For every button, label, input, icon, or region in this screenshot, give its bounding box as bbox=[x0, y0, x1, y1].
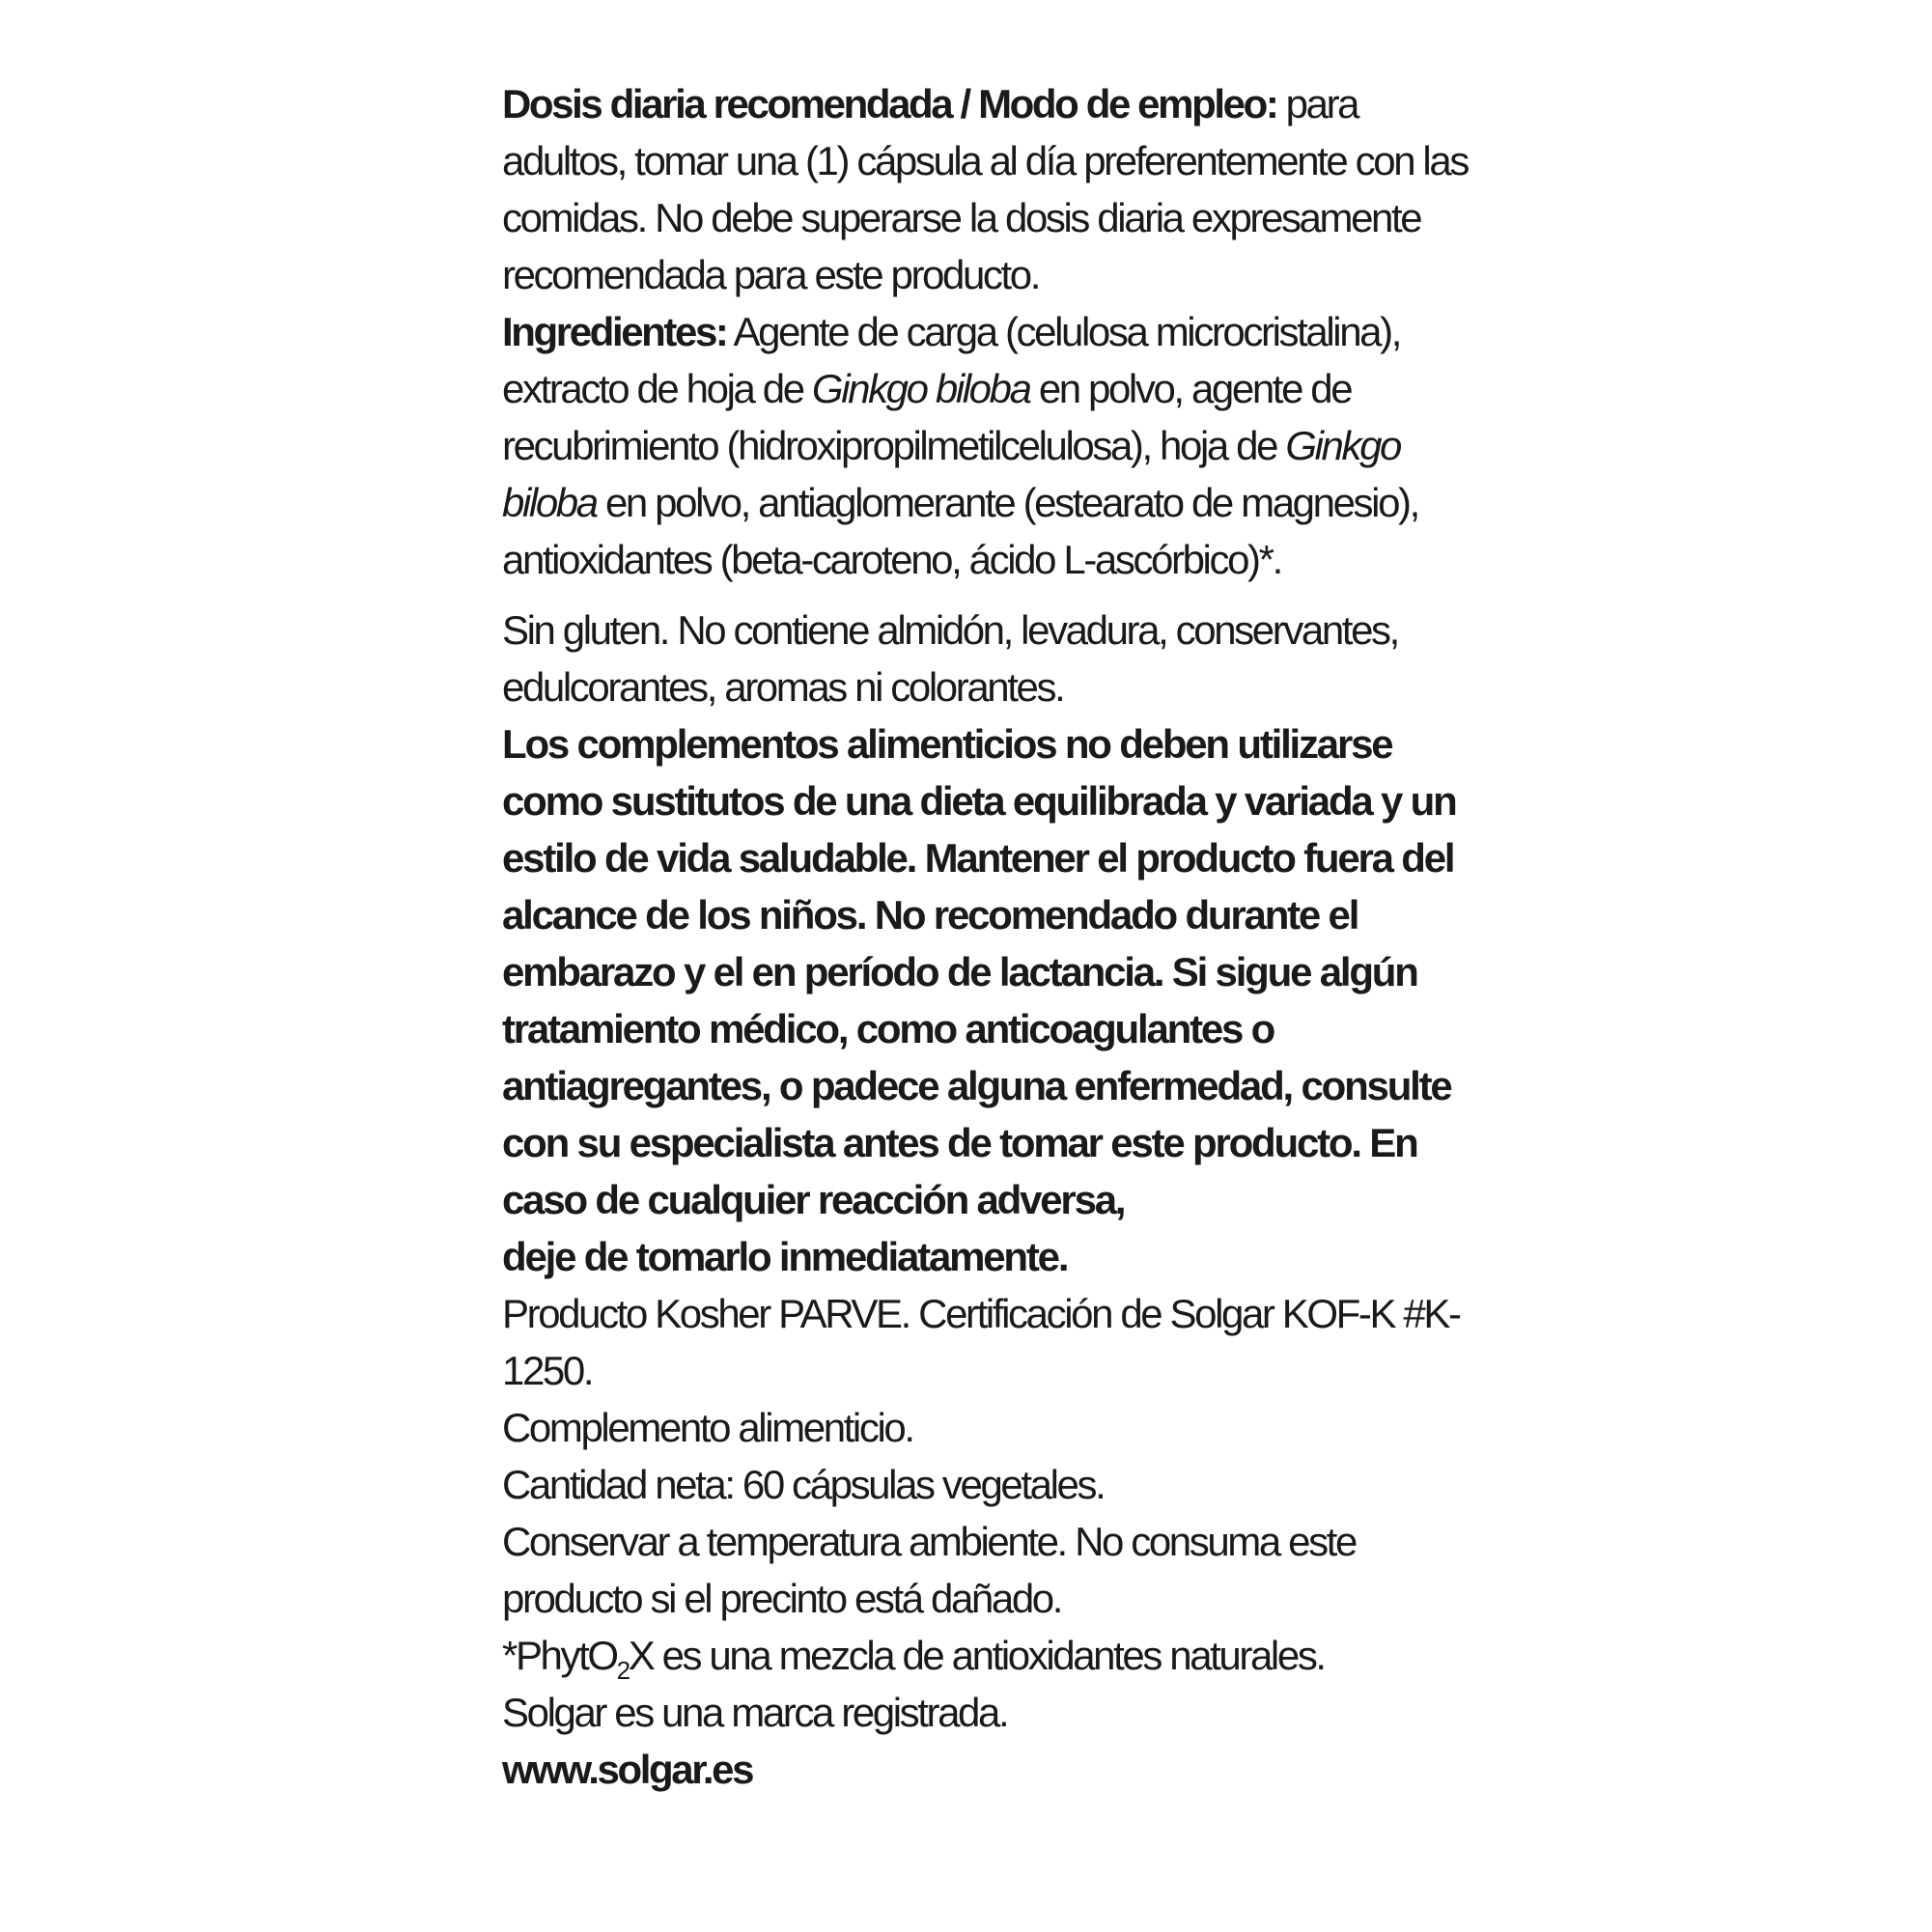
dosage-heading: Dosis diaria recomendada / Modo de empleo: bbox=[502, 81, 1277, 126]
warning-paragraph bbox=[502, 715, 1468, 1285]
warning-text: Los complementos alimenticios no deben utilizarse como sustitutos de una dieta equilibrada y variada y un estilo de vida saludable. Mantener el producto fuera del alcance de los niños. No recomendado durante el embarazo y el en período de lactancia. Si sigue algún tratamiento médico, como anticoagulantes o antiagregantes, o padece alguna enfermedad, consulte con su especialista antes de tomar este producto. En caso de cualquier reacción adversa, bbox=[502, 721, 1456, 1222]
net-quantity: Cantidad neta: 60 cápsulas vegetales. bbox=[502, 1462, 1105, 1507]
ingredients-paragraph bbox=[502, 303, 1468, 588]
phyto-prefix: *PhytO bbox=[502, 1633, 617, 1678]
ginkgo-name-2: Ginkgo biloba bbox=[502, 423, 1400, 525]
ingredients-text-3: en polvo, antiaglomerante (estearato de magnesio), antioxidantes (beta-caroteno, ácido L-ascórbico)*. bbox=[502, 480, 1418, 582]
ingredients-text-2: en polvo, agente de recubrimiento (hidroxipropilmetilcelulosa), hoja de bbox=[502, 366, 1352, 468]
label-text-block bbox=[502, 75, 1468, 1798]
trademark-notice: Solgar es una marca registrada. bbox=[502, 1690, 1008, 1735]
phyto-footnote bbox=[502, 1627, 1468, 1684]
dosage-paragraph bbox=[502, 75, 1468, 303]
warning-last-line: deje de tomarlo inmediatamente. bbox=[502, 1234, 1068, 1279]
ginkgo-name-1: Ginkgo biloba bbox=[811, 366, 1030, 411]
product-category: Complemento alimenticio. bbox=[502, 1405, 913, 1450]
website-link[interactable]: www.solgar.es bbox=[502, 1747, 753, 1792]
storage-instructions: Conservar a temperatura ambiente. No consuma este producto si el precinto está dañado. bbox=[502, 1519, 1356, 1621]
dosage-text: para adultos, tomar una (1) cápsula al día preferentemente con las comidas. No debe superarse la dosis diaria expresamente recomendada para este producto. bbox=[502, 81, 1468, 297]
free-from-statement: Sin gluten. No contiene almidón, levadura, conservantes, edulcorantes, aromas ni colorantes. bbox=[502, 607, 1398, 710]
phyto-subscript: 2 bbox=[616, 1656, 629, 1685]
kosher-statement: Producto Kosher PARVE. Certificación de Solgar KOF-K #K-1250. bbox=[502, 1291, 1460, 1393]
ingredients-text-1: Agente de carga (celulosa microcristalina), extracto de hoja de bbox=[502, 309, 1400, 411]
ingredients-heading: Ingredientes: bbox=[502, 309, 727, 354]
phyto-suffix: X es una mezcla de antioxidantes naturales. bbox=[628, 1633, 1325, 1678]
